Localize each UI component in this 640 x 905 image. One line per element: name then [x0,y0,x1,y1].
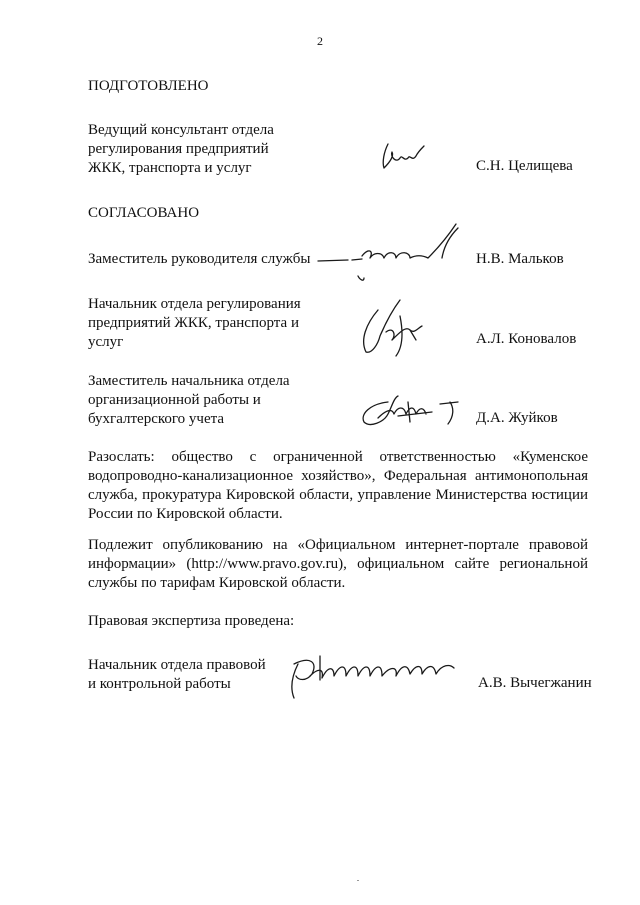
signature-vychegzhanin [284,646,464,706]
position-line: ЖКК, транспорта и услуг [88,160,252,176]
position-line: Заместитель руководителя службы [88,251,311,267]
signature-zhuikov [358,392,468,432]
signer-name: С.Н. Целищева [476,158,573,174]
prepared-heading: ПОДГОТОВЛЕНО [88,78,209,94]
signature-konovalov [356,296,446,361]
prepared-position [88,121,328,178]
agreed-position-1 [88,250,318,269]
position-line: Начальник отдела регулирования [88,296,301,312]
position-line: услуг [88,334,124,350]
signature-tselishcheva [378,138,428,178]
position-line: и контрольной работы [88,676,231,692]
legal-review-statement: Правовая экспертиза проведена: [88,613,295,629]
position-line: Ведущий консультант отдела [88,122,274,138]
position-line: бухгалтерского учета [88,411,225,427]
agreed-position-3 [88,372,328,429]
position-line: Заместитель начальника отдела [88,373,290,389]
signer-name: А.В. Вычегжанин [478,675,592,691]
signer-name: А.Л. Коновалов [476,331,577,347]
signature-malkov [318,218,468,288]
position-line: предприятий ЖКК, транспорта и [88,315,299,331]
position-line: организационной работы и [88,392,261,408]
agreed-position-2 [88,295,328,352]
distribution-paragraph: Разослать: общество с ограниченной ответственностью «Куменское водопроводно-канализационное хозяйство», Федеральная антимонопольная служба, прокуратура Кировской области, управление Министерства юстиции России по Кировской области. [88,449,588,522]
scan-mark [357,880,359,881]
agreed-heading: СОГЛАСОВАНО [88,205,200,221]
signer-name: Н.В. Мальков [476,251,564,267]
signer-name: Д.А. Жуйков [476,410,558,426]
page-number: 2 [317,34,323,48]
position-line: регулирования предприятий [88,141,269,157]
position-line: Начальник отдела правовой [88,657,266,673]
publication-paragraph: Подлежит опубликованию на «Официальном интернет-портале правовой информации» (http://www.pravo.gov.ru), официальном сайте региональной службы по тарифам Кировской области. [88,537,588,591]
